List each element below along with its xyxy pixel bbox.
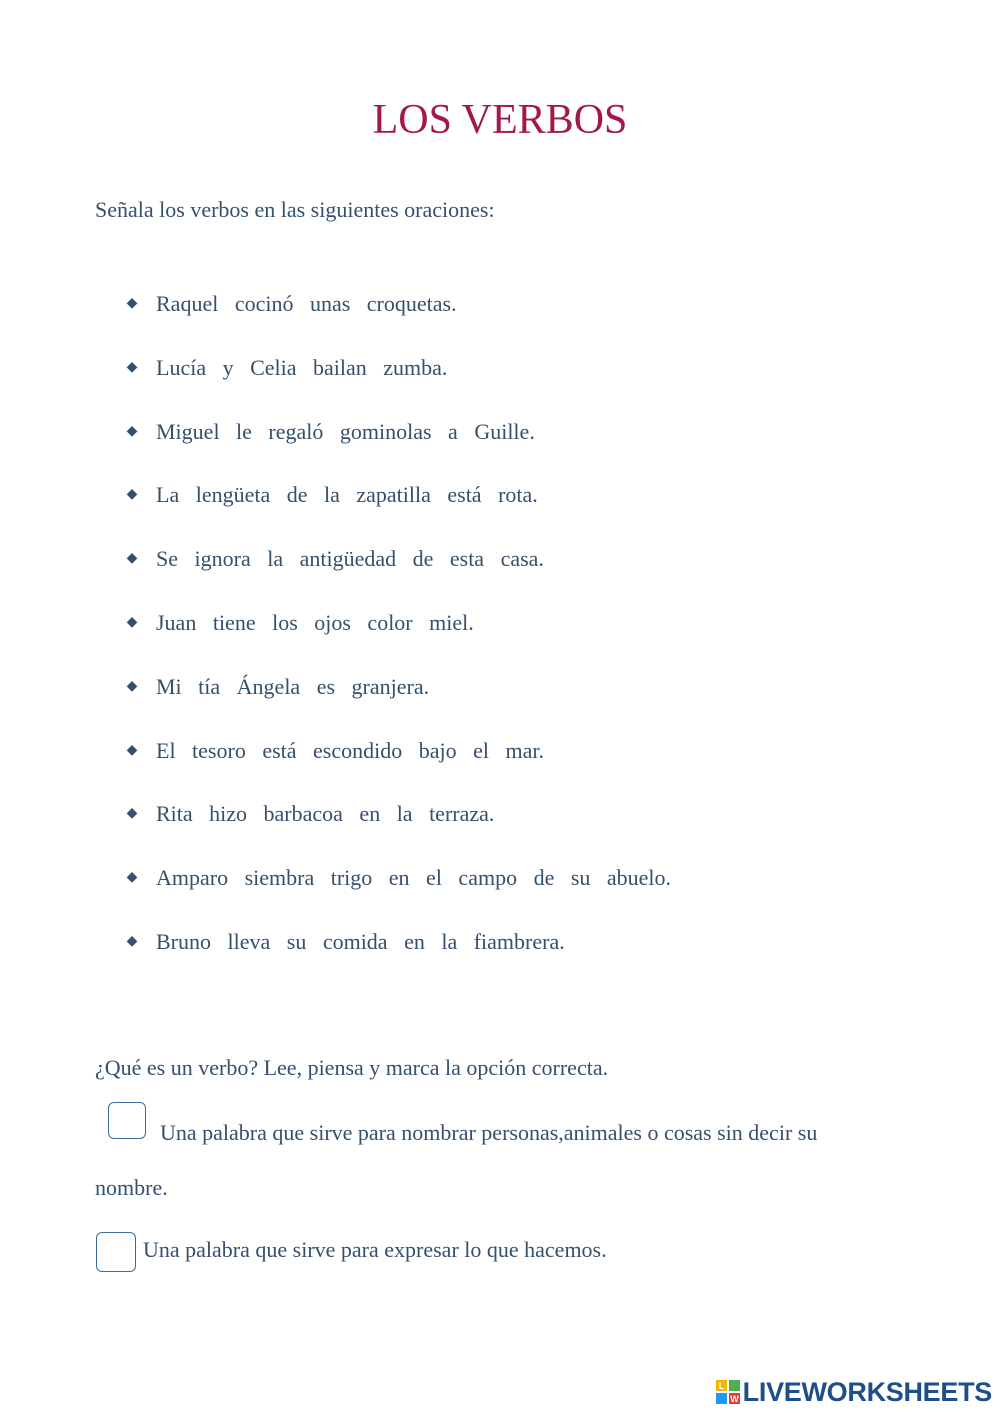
option-1-label: Una palabra que sirve para nombrar personas,animales o cosas sin decir su xyxy=(160,1120,818,1145)
diamond-bullet-icon: ◆ xyxy=(126,678,138,694)
list-item xyxy=(124,288,671,352)
list-item xyxy=(124,798,671,862)
svg-text:L: L xyxy=(718,1381,724,1391)
list-item xyxy=(124,416,671,480)
svg-text:W: W xyxy=(729,1394,739,1404)
sentence-text[interactable]: Se ignora la antigüedad de esta casa. xyxy=(156,546,544,572)
diamond-bullet-icon: ◆ xyxy=(126,806,138,822)
diamond-bullet-icon: ◆ xyxy=(126,551,138,567)
diamond-bullet-icon: ◆ xyxy=(126,614,138,630)
list-item xyxy=(124,862,671,926)
liveworksheets-logo-icon xyxy=(716,1380,740,1404)
diamond-bullet-icon: ◆ xyxy=(126,296,138,311)
logo-text: LIVEWORKSHEETS xyxy=(742,1376,992,1407)
list-item xyxy=(124,479,671,543)
liveworksheets-logo xyxy=(716,1377,992,1407)
list-item xyxy=(124,352,671,416)
option-2-label: Una palabra que sirve para expresar lo que hacemos. xyxy=(143,1237,607,1262)
sentence-text[interactable]: El tesoro está escondido bajo el mar. xyxy=(156,737,544,763)
sentence-list xyxy=(124,288,671,990)
diamond-bullet-icon: ◆ xyxy=(126,742,138,758)
sentence-text[interactable]: Lucía y Celia bailan zumba. xyxy=(156,354,448,380)
diamond-bullet-icon: ◆ xyxy=(126,933,138,949)
list-item xyxy=(124,735,671,799)
sentence-text[interactable]: Amparo siembra trigo en el campo de su abuelo. xyxy=(156,865,672,891)
page-title: LOS VERBOS xyxy=(372,97,628,143)
sentence-text[interactable]: Mi tía Ángela es granjera. xyxy=(156,673,430,699)
sentence-text[interactable]: La lengüeta de la zapatilla está rota. xyxy=(156,482,538,508)
list-item xyxy=(124,543,671,607)
sentence-text[interactable]: Raquel cocinó unas croquetas. xyxy=(156,291,457,316)
question-text: ¿Qué es un verbo? Lee, piensa y marca la opción correcta. xyxy=(95,1055,609,1080)
option-1-checkbox[interactable] xyxy=(108,1102,146,1139)
diamond-bullet-icon: ◆ xyxy=(126,359,138,375)
sentence-text[interactable]: Bruno lleva su comida en la fiambrera. xyxy=(156,928,565,954)
list-item xyxy=(124,926,671,990)
option-1-label-continued: nombre. xyxy=(95,1175,168,1200)
diamond-bullet-icon: ◆ xyxy=(126,870,138,886)
option-2-checkbox[interactable] xyxy=(96,1232,136,1272)
sentence-text[interactable]: Miguel le regaló gominolas a Guille. xyxy=(156,418,535,444)
list-item xyxy=(124,671,671,735)
sentence-text[interactable]: Juan tiene los ojos color miel. xyxy=(156,609,474,635)
sentence-text[interactable]: Rita hizo barbacoa en la terraza. xyxy=(156,801,495,827)
list-item xyxy=(124,607,671,671)
instruction-text: Señala los verbos en las siguientes oraciones: xyxy=(95,197,495,222)
diamond-bullet-icon: ◆ xyxy=(126,423,138,439)
diamond-bullet-icon: ◆ xyxy=(126,487,138,503)
